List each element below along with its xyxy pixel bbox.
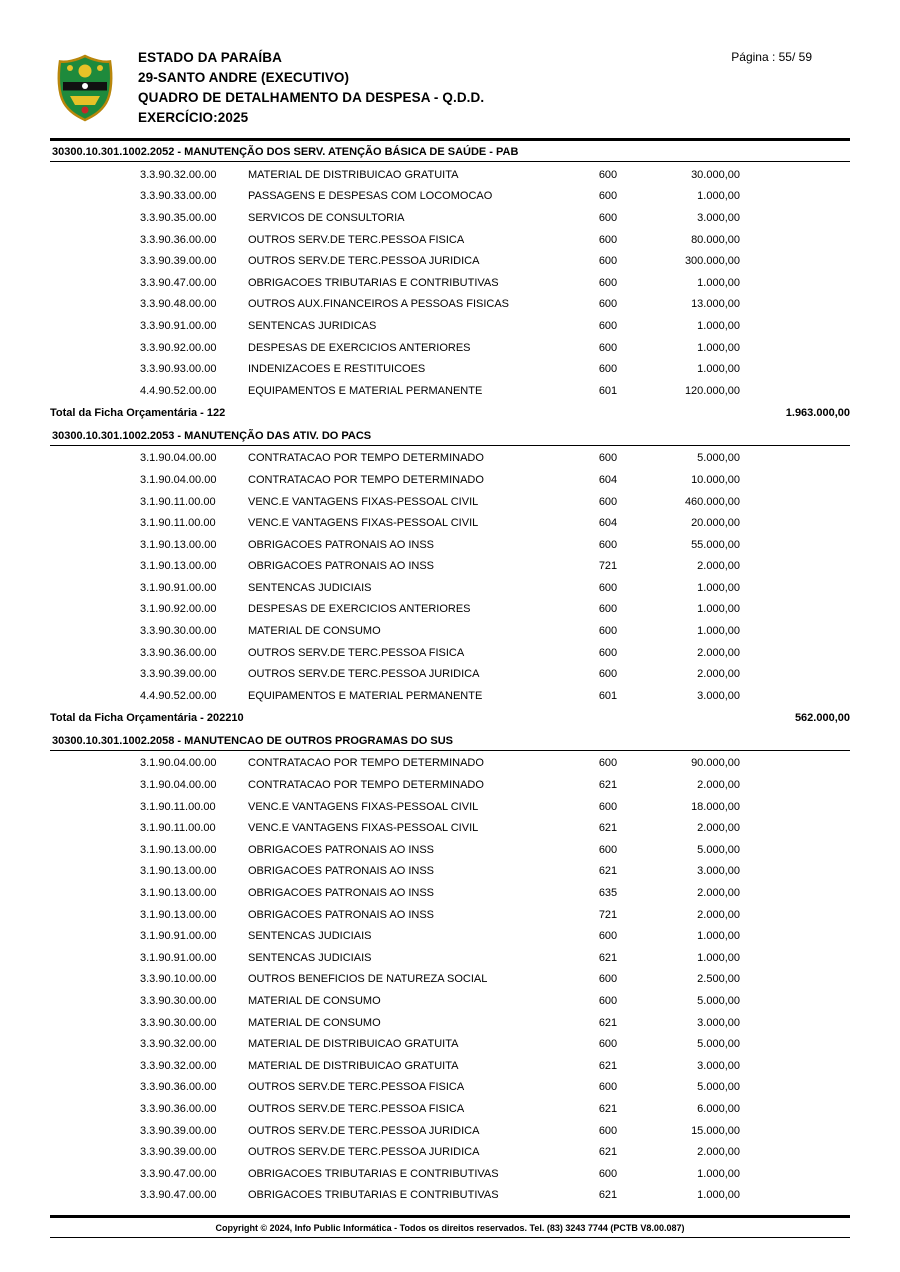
amount: 2.000,00 <box>697 646 740 659</box>
expense-code: 3.3.90.47.00.00 <box>140 276 217 289</box>
expense-description: OBRIGACOES TRIBUTARIAS E CONTRIBUTIVAS <box>248 1189 499 1202</box>
table-row <box>50 380 850 402</box>
expense-description: VENC.E VANTAGENS FIXAS-PESSOAL CIVIL <box>248 800 479 813</box>
table-row <box>50 904 850 926</box>
expense-description: VENC.E VANTAGENS FIXAS-PESSOAL CIVIL <box>248 495 479 508</box>
expense-description: DESPESAS DE EXERCICIOS ANTERIORES <box>248 341 471 354</box>
amount: 1.000,00 <box>697 581 740 594</box>
amount: 55.000,00 <box>691 538 740 551</box>
table-row <box>50 469 850 491</box>
expense-code: 3.1.90.13.00.00 <box>140 887 217 900</box>
source-code: 600 <box>598 800 618 813</box>
amount: 20.000,00 <box>691 517 740 530</box>
expense-description: EQUIPAMENTOS E MATERIAL PERMANENTE <box>248 689 483 702</box>
expense-description: SERVICOS DE CONSULTORIA <box>248 211 405 224</box>
expense-code: 3.1.90.13.00.00 <box>140 865 217 878</box>
table-row <box>50 491 850 513</box>
amount: 1.000,00 <box>697 363 740 376</box>
expense-description: VENC.E VANTAGENS FIXAS-PESSOAL CIVIL <box>248 517 479 530</box>
table-row <box>50 207 850 229</box>
footer-thin-rule <box>50 1237 850 1238</box>
table-row <box>50 663 850 685</box>
expense-description: OUTROS SERV.DE TERC.PESSOA FISICA <box>248 1102 465 1115</box>
source-code: 621 <box>598 822 618 835</box>
source-code: 601 <box>598 689 618 702</box>
expense-description: VENC.E VANTAGENS FIXAS-PESSOAL CIVIL <box>248 822 479 835</box>
amount: 15.000,00 <box>691 1124 740 1137</box>
source-code: 600 <box>598 668 618 681</box>
expense-description: CONTRATACAO POR TEMPO DETERMINADO <box>248 757 484 770</box>
amount: 5.000,00 <box>697 1038 740 1051</box>
expense-description: CONTRATACAO POR TEMPO DETERMINADO <box>248 452 484 465</box>
amount: 6.000,00 <box>697 1102 740 1115</box>
section-title: 30300.10.301.1002.2058 - MANUTENCAO DE OUTROS PROGRAMAS DO SUS <box>50 730 850 751</box>
table-row <box>50 337 850 359</box>
expense-description: SENTENCAS JUDICIAIS <box>248 930 372 943</box>
source-code: 600 <box>598 1124 618 1137</box>
total-amount: 562.000,00 <box>794 712 850 725</box>
table-row <box>50 947 850 969</box>
paraiba-coat-of-arms-icon <box>56 54 114 122</box>
table-row <box>50 556 850 578</box>
total-label: Total da Ficha Orçamentária - 122 <box>50 407 226 420</box>
source-code: 600 <box>598 1167 618 1180</box>
total-row <box>50 707 850 730</box>
expense-code: 3.3.90.32.00.00 <box>140 1038 217 1051</box>
expense-description: OBRIGACOES TRIBUTARIAS E CONTRIBUTIVAS <box>248 1167 499 1180</box>
expense-code: 3.3.90.36.00.00 <box>140 1081 217 1094</box>
table-row <box>50 577 850 599</box>
source-code: 600 <box>598 994 618 1007</box>
source-code: 600 <box>598 757 618 770</box>
amount: 2.000,00 <box>697 668 740 681</box>
expense-description: OBRIGACOES TRIBUTARIAS E CONTRIBUTIVAS <box>248 276 499 289</box>
table-row <box>50 620 850 642</box>
amount: 3.000,00 <box>697 211 740 224</box>
state-name: ESTADO DA PARAÍBA <box>138 50 282 65</box>
expense-description: OUTROS SERV.DE TERC.PESSOA JURIDICA <box>248 1124 480 1137</box>
source-code: 600 <box>598 452 618 465</box>
expense-code: 3.1.90.13.00.00 <box>140 560 217 573</box>
report-footer <box>50 1215 850 1238</box>
amount: 2.000,00 <box>697 887 740 900</box>
amount: 18.000,00 <box>691 800 740 813</box>
amount: 460.000,00 <box>684 495 740 508</box>
expense-code: 3.3.90.48.00.00 <box>140 298 217 311</box>
table-row <box>50 599 850 621</box>
expense-code: 3.1.90.04.00.00 <box>140 473 217 486</box>
expense-description: SENTENCAS JUDICIAIS <box>248 581 372 594</box>
source-code: 600 <box>598 973 618 986</box>
expense-code: 3.3.90.91.00.00 <box>140 319 217 332</box>
table-row <box>50 969 850 991</box>
expense-description: SENTENCAS JURIDICAS <box>248 319 377 332</box>
table-row <box>50 512 850 534</box>
report-header <box>50 46 850 132</box>
page-number: Página : 55/ 59 <box>731 50 812 64</box>
expense-code: 3.1.90.04.00.00 <box>140 452 217 465</box>
expense-code: 4.4.90.52.00.00 <box>140 689 217 702</box>
table-row <box>50 839 850 861</box>
expense-code: 3.3.90.35.00.00 <box>140 211 217 224</box>
budget-section <box>50 141 850 425</box>
expense-description: CONTRATACAO POR TEMPO DETERMINADO <box>248 779 484 792</box>
source-code: 600 <box>598 211 618 224</box>
expense-description: MATERIAL DE CONSUMO <box>248 994 381 1007</box>
amount: 2.000,00 <box>697 560 740 573</box>
source-code: 621 <box>598 779 618 792</box>
section-title: 30300.10.301.1002.2053 - MANUTENÇÃO DAS ATIV. DO PACS <box>50 425 850 446</box>
source-code: 621 <box>598 951 618 964</box>
expense-description: INDENIZACOES E RESTITUICOES <box>248 363 426 376</box>
expense-description: OUTROS SERV.DE TERC.PESSOA JURIDICA <box>248 668 480 681</box>
source-code: 600 <box>598 255 618 268</box>
amount: 80.000,00 <box>691 233 740 246</box>
source-code: 600 <box>598 1038 618 1051</box>
expense-code: 3.1.90.11.00.00 <box>140 800 216 813</box>
report-title: QUADRO DE DETALHAMENTO DA DESPESA - Q.D.D. <box>138 90 485 105</box>
expense-description: OBRIGACOES PATRONAIS AO INSS <box>248 887 435 900</box>
source-code: 604 <box>598 517 618 530</box>
source-code: 604 <box>598 473 618 486</box>
amount: 30.000,00 <box>691 168 740 181</box>
amount: 300.000,00 <box>684 255 740 268</box>
amount: 2.000,00 <box>697 822 740 835</box>
expense-description: OUTROS SERV.DE TERC.PESSOA JURIDICA <box>248 255 480 268</box>
expense-description: OBRIGACOES PATRONAIS AO INSS <box>248 865 435 878</box>
expense-description: PASSAGENS E DESPESAS COM LOCOMOCAO <box>248 190 493 203</box>
expense-code: 3.1.90.13.00.00 <box>140 908 217 921</box>
amount: 3.000,00 <box>697 1059 740 1072</box>
amount: 1.000,00 <box>697 319 740 332</box>
source-code: 601 <box>598 384 618 397</box>
expense-code: 3.3.90.10.00.00 <box>140 973 217 986</box>
table-row <box>50 685 850 707</box>
source-code: 600 <box>598 233 618 246</box>
expense-code: 3.1.90.91.00.00 <box>140 581 217 594</box>
expense-code: 3.3.90.30.00.00 <box>140 1016 217 1029</box>
table-row <box>50 186 850 208</box>
table-row <box>50 1055 850 1077</box>
expense-code: 3.3.90.32.00.00 <box>140 168 217 181</box>
expense-code: 3.3.90.36.00.00 <box>140 646 217 659</box>
source-code: 600 <box>598 319 618 332</box>
expense-description: CONTRATACAO POR TEMPO DETERMINADO <box>248 473 484 486</box>
expense-description: SENTENCAS JUDICIAIS <box>248 951 372 964</box>
expense-code: 3.1.90.11.00.00 <box>140 822 216 835</box>
expense-code: 3.3.90.36.00.00 <box>140 233 217 246</box>
table-row <box>50 882 850 904</box>
source-code: 600 <box>598 843 618 856</box>
table-row <box>50 925 850 947</box>
section-rows <box>50 162 850 402</box>
amount: 90.000,00 <box>691 757 740 770</box>
amount: 1.000,00 <box>697 1189 740 1202</box>
table-row <box>50 774 850 796</box>
expense-description: MATERIAL DE DISTRIBUICAO GRATUITA <box>248 1059 459 1072</box>
expense-code: 3.1.90.13.00.00 <box>140 843 217 856</box>
expense-code: 3.1.90.04.00.00 <box>140 757 217 770</box>
table-row <box>50 861 850 883</box>
source-code: 621 <box>598 1016 618 1029</box>
section-rows <box>50 446 850 707</box>
source-code: 621 <box>598 1102 618 1115</box>
total-amount: 1.963.000,00 <box>785 407 850 420</box>
expense-code: 3.1.90.91.00.00 <box>140 951 217 964</box>
expense-description: MATERIAL DE DISTRIBUICAO GRATUITA <box>248 1038 459 1051</box>
table-row <box>50 753 850 775</box>
amount: 1.000,00 <box>697 190 740 203</box>
exercise-label: EXERCÍCIO:2025 <box>138 110 249 125</box>
report-body <box>50 138 850 1206</box>
source-code: 600 <box>598 603 618 616</box>
table-row <box>50 229 850 251</box>
expense-code: 3.3.90.93.00.00 <box>140 363 217 376</box>
table-row <box>50 534 850 556</box>
expense-code: 4.4.90.52.00.00 <box>140 384 217 397</box>
expense-description: OUTROS SERV.DE TERC.PESSOA FISICA <box>248 233 465 246</box>
table-row <box>50 164 850 186</box>
expense-description: OBRIGACOES PATRONAIS AO INSS <box>248 560 435 573</box>
source-code: 600 <box>598 341 618 354</box>
source-code: 600 <box>598 646 618 659</box>
table-row <box>50 315 850 337</box>
table-row <box>50 1033 850 1055</box>
expense-code: 3.1.90.11.00.00 <box>140 495 216 508</box>
source-code: 600 <box>598 1081 618 1094</box>
source-code: 621 <box>598 1059 618 1072</box>
table-row <box>50 1185 850 1207</box>
expense-description: MATERIAL DE CONSUMO <box>248 1016 381 1029</box>
source-code: 600 <box>598 168 618 181</box>
amount: 1.000,00 <box>697 930 740 943</box>
expense-code: 3.3.90.39.00.00 <box>140 1124 217 1137</box>
budget-section <box>50 730 850 1206</box>
source-code: 600 <box>598 581 618 594</box>
expense-code: 3.1.90.91.00.00 <box>140 930 217 943</box>
expense-code: 3.1.90.04.00.00 <box>140 779 217 792</box>
source-code: 635 <box>598 887 618 900</box>
total-label: Total da Ficha Orçamentária - 202210 <box>50 712 244 725</box>
table-row <box>50 1098 850 1120</box>
source-code: 600 <box>598 276 618 289</box>
entity-name: 29-SANTO ANDRE (EXECUTIVO) <box>138 70 350 85</box>
table-row <box>50 1141 850 1163</box>
amount: 2.000,00 <box>697 1146 740 1159</box>
expense-code: 3.1.90.13.00.00 <box>140 538 217 551</box>
amount: 3.000,00 <box>697 689 740 702</box>
total-row <box>50 402 850 425</box>
table-row <box>50 272 850 294</box>
amount: 2.500,00 <box>697 973 740 986</box>
expense-code: 3.1.90.11.00.00 <box>140 517 216 530</box>
expense-description: OUTROS SERV.DE TERC.PESSOA FISICA <box>248 1081 465 1094</box>
source-code: 621 <box>598 865 618 878</box>
expense-code: 3.3.90.39.00.00 <box>140 255 217 268</box>
expense-code: 3.3.90.36.00.00 <box>140 1102 217 1115</box>
expense-code: 3.3.90.92.00.00 <box>140 341 217 354</box>
amount: 3.000,00 <box>697 865 740 878</box>
expense-description: OBRIGACOES PATRONAIS AO INSS <box>248 538 435 551</box>
amount: 1.000,00 <box>697 1167 740 1180</box>
amount: 10.000,00 <box>691 473 740 486</box>
table-row <box>50 294 850 316</box>
amount: 1.000,00 <box>697 276 740 289</box>
source-code: 600 <box>598 363 618 376</box>
expense-code: 3.3.90.30.00.00 <box>140 625 217 638</box>
expense-code: 3.3.90.32.00.00 <box>140 1059 217 1072</box>
table-row <box>50 990 850 1012</box>
amount: 3.000,00 <box>697 1016 740 1029</box>
expense-code: 3.1.90.92.00.00 <box>140 603 217 616</box>
expense-description: EQUIPAMENTOS E MATERIAL PERMANENTE <box>248 384 483 397</box>
expense-description: OUTROS SERV.DE TERC.PESSOA JURIDICA <box>248 1146 480 1159</box>
table-row <box>50 1163 850 1185</box>
section-title: 30300.10.301.1002.2052 - MANUTENÇÃO DOS SERV. ATENÇÃO BÁSICA DE SAÚDE - PAB <box>50 141 850 162</box>
expense-code: 3.3.90.47.00.00 <box>140 1189 217 1202</box>
amount: 5.000,00 <box>697 994 740 1007</box>
source-code: 600 <box>598 495 618 508</box>
amount: 1.000,00 <box>697 951 740 964</box>
expense-description: MATERIAL DE CONSUMO <box>248 625 381 638</box>
expense-code: 3.3.90.30.00.00 <box>140 994 217 1007</box>
table-row <box>50 358 850 380</box>
expense-description: OUTROS BENEFICIOS DE NATUREZA SOCIAL <box>248 973 488 986</box>
budget-section <box>50 425 850 730</box>
amount: 1.000,00 <box>697 341 740 354</box>
amount: 120.000,00 <box>684 384 740 397</box>
expense-description: OUTROS AUX.FINANCEIROS A PESSOAS FISICAS <box>248 298 510 311</box>
section-rows <box>50 751 850 1206</box>
source-code: 600 <box>598 190 618 203</box>
copyright-text: Copyright © 2024, Info Public Informática - Todos os direitos reservados. Tel. (83) 3243 7744 (PCTB V8.00.087) <box>215 1223 685 1233</box>
table-row <box>50 1012 850 1034</box>
expense-description: MATERIAL DE DISTRIBUICAO GRATUITA <box>248 168 459 181</box>
table-row <box>50 1120 850 1142</box>
expense-description: OBRIGACOES PATRONAIS AO INSS <box>248 843 435 856</box>
source-code: 600 <box>598 538 618 551</box>
amount: 13.000,00 <box>691 298 740 311</box>
source-code: 600 <box>598 298 618 311</box>
source-code: 621 <box>598 1146 618 1159</box>
source-code: 721 <box>598 908 618 921</box>
table-row <box>50 448 850 470</box>
expense-description: OBRIGACOES PATRONAIS AO INSS <box>248 908 435 921</box>
table-row <box>50 642 850 664</box>
source-code: 621 <box>598 1189 618 1202</box>
source-code: 600 <box>598 625 618 638</box>
expense-description: DESPESAS DE EXERCICIOS ANTERIORES <box>248 603 471 616</box>
table-row <box>50 817 850 839</box>
expense-code: 3.3.90.47.00.00 <box>140 1167 217 1180</box>
amount: 5.000,00 <box>697 843 740 856</box>
amount: 5.000,00 <box>697 452 740 465</box>
expense-code: 3.3.90.39.00.00 <box>140 668 217 681</box>
amount: 1.000,00 <box>697 625 740 638</box>
table-row <box>50 796 850 818</box>
table-row <box>50 1077 850 1099</box>
amount: 5.000,00 <box>697 1081 740 1094</box>
amount: 2.000,00 <box>697 779 740 792</box>
source-code: 721 <box>598 560 618 573</box>
table-row <box>50 250 850 272</box>
expense-code: 3.3.90.39.00.00 <box>140 1146 217 1159</box>
amount: 2.000,00 <box>697 908 740 921</box>
source-code: 600 <box>598 930 618 943</box>
expense-description: OUTROS SERV.DE TERC.PESSOA FISICA <box>248 646 465 659</box>
amount: 1.000,00 <box>697 603 740 616</box>
expense-code: 3.3.90.33.00.00 <box>140 190 217 203</box>
